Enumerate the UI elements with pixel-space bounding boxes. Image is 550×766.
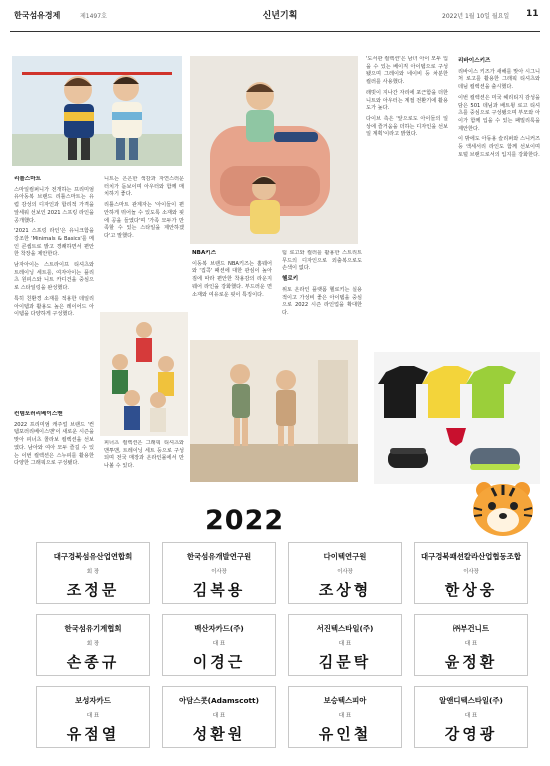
greeting-role: 대 표 bbox=[212, 641, 226, 647]
header-rule bbox=[10, 31, 540, 32]
article-head: 리틀스마트 bbox=[14, 176, 42, 182]
article-paragraph: 리틀스마트 관계자는 '아이들이 편안하게 뛰어놀 수 있도록 소재와 핏에 공을 들였다'며 '가족 모두가 만족할 수 있는 스타일을 제안하겠다'고 말했다. bbox=[104, 202, 184, 239]
photo-kids-chair bbox=[190, 56, 358, 244]
article-column-5 bbox=[366, 56, 448, 352]
section-title: 신년기획 bbox=[262, 11, 298, 21]
photo-kids-group bbox=[100, 312, 188, 436]
article-paragraph: 2022 프리미엄 캐주얼 브랜드 '컨템포러리베이스맨'이 새로운 시즌을 맞아 피너츠 콜라보 컬렉션을 선보였다. 남아와 여아 모두 즐길 수 있는 이번 컬렉션은 스누피를 활용한 다양한 그래픽으로 구성됐다. bbox=[14, 421, 94, 467]
greeting-role: 대 표 bbox=[212, 713, 226, 719]
greeting-role: 이사장 bbox=[463, 569, 479, 575]
greeting-name: 강영광 bbox=[444, 725, 498, 743]
page-header bbox=[10, 0, 542, 32]
greeting-card bbox=[162, 614, 276, 676]
greeting-name: 한상웅 bbox=[444, 581, 498, 599]
article-levis-kids bbox=[458, 56, 540, 352]
greeting-card bbox=[288, 614, 402, 676]
article-paragraph: 이 밖에도 아동용 슬리퍼와 스니커즈 등 액세서리 라인도 함께 선보이며 토털 브랜드로서의 입지를 강화한다. bbox=[458, 136, 540, 158]
article-paragraph: 이번 컬렉션은 미국 헤리티지 감성을 담은 501 데님과 배트윙 로고 티셔츠를 중심으로 구성됐으며 부모와 아이가 함께 입을 수 있는 패밀리룩을 제안한다. bbox=[458, 94, 540, 132]
greeting-role: 이사장 bbox=[211, 569, 227, 575]
article-paragraph: 니트는 은은한 색감과 자연스러운 터치가 돋보이며 아우터와 함께 매치하기 좋다. bbox=[104, 176, 184, 198]
greeting-card bbox=[414, 542, 528, 604]
greeting-role: 대 표 bbox=[86, 713, 100, 719]
greeting-card bbox=[288, 686, 402, 748]
article-head: 리바이스키즈 bbox=[458, 58, 491, 64]
article-head: 헬로키 bbox=[282, 276, 299, 283]
greeting-name: 성환원 bbox=[192, 725, 246, 743]
greetings-grid bbox=[36, 542, 536, 754]
greeting-name: 김복용 bbox=[192, 581, 246, 599]
greeting-org: 보승텍스피아 bbox=[323, 696, 367, 705]
greeting-role: 대 표 bbox=[338, 641, 352, 647]
greeting-name: 이경근 bbox=[192, 653, 246, 671]
greeting-org: 서진텍스타일(주) bbox=[316, 624, 374, 633]
publication-date: 2022년 1월 10일 월요일 bbox=[442, 13, 510, 20]
greeting-org: 보성자카드 bbox=[75, 696, 111, 705]
greeting-name: 조상형 bbox=[318, 581, 372, 599]
article-paragraph: 다이브 측은 '앞으로도 아이들의 일상에 즐거움을 더하는 디자인을 선보일 계획'이라고 밝혔다. bbox=[366, 115, 448, 138]
greeting-org: ㈜부건니트 bbox=[453, 624, 489, 633]
greeting-card bbox=[288, 542, 402, 604]
greeting-name: 조정문 bbox=[66, 581, 120, 599]
article-paragraph: 리바이스 키즈가 새해를 맞아 시그니처 로고를 활용한 그래픽 티셔츠와 데님 컬렉션을 출시했다. bbox=[458, 68, 540, 91]
article-contemporary-baseman bbox=[14, 411, 94, 511]
greeting-role: 이사장 bbox=[337, 569, 353, 575]
article-paragraph: 피너츠 컬렉션은 그래픽 티셔츠와 맨투맨, 트레이닝 세트 등으로 구성되며 전국 매장과 온라인몰에서 만나볼 수 있다. bbox=[104, 440, 184, 470]
photo-levis-products bbox=[374, 352, 540, 484]
greeting-org: 대구경북섬유산업연합회 bbox=[53, 552, 133, 561]
greeting-role: 회 장 bbox=[86, 569, 100, 575]
article-column-2 bbox=[104, 176, 184, 308]
article-paragraph: '2021 스프링 라인'은 유니크함을 강조한 'Minimals & Basics'를 메인 콘셉트로 밝고 경쾌하면서 편안한 착장을 제안한다. bbox=[14, 228, 94, 258]
greeting-card bbox=[162, 686, 276, 748]
greeting-role: 대 표 bbox=[464, 641, 478, 647]
newspaper-name: 한국섬유경제 bbox=[14, 11, 61, 20]
greeting-org: 한국섬유개발연구원 bbox=[186, 552, 252, 561]
article-paragraph: 위토 온라인 플랫폼 헬로키는 실용적이고 가성비 좋은 아이템을 중심으로 2022 시즌 라인업을 확대한다. bbox=[282, 286, 362, 316]
greeting-card bbox=[36, 614, 150, 676]
article-paragraph: 남자아이는 스트라이프 티셔츠와 트레이닝 세트를, 여자아이는 플리츠 원피스와 니트 카디건을 중심으로 스타일링을 완성했다. bbox=[14, 262, 94, 292]
greeting-org: 아담스콧(Adamscott) bbox=[179, 696, 259, 705]
greeting-role: 회 장 bbox=[86, 641, 100, 647]
article-paragraph: 스마일컴퍼니가 전개하는 프리미엄 유아동복 브랜드 리틀스마트는 유럽 감성의 디자인과 합리적 가격을 앞세워 선보인 2021 스프링 라인을 공개했다. bbox=[14, 186, 94, 224]
greeting-name: 손종규 bbox=[66, 653, 120, 671]
article-nba-kids bbox=[192, 250, 272, 338]
article-head: 컨템포러리베이스맨 bbox=[14, 411, 63, 417]
photo-kids-room bbox=[190, 340, 358, 482]
article-head: NBA키즈 bbox=[192, 250, 217, 256]
greeting-name: 윤정환 bbox=[444, 653, 498, 671]
greeting-org: 다이텍연구원 bbox=[323, 552, 367, 561]
article-little-smart bbox=[14, 176, 94, 402]
new-year-title: 2022 bbox=[205, 505, 285, 536]
tiger-illustration bbox=[462, 478, 544, 542]
greeting-card bbox=[414, 686, 528, 748]
greeting-org: 알앤디텍스타일(주) bbox=[439, 696, 503, 705]
article-paragraph: '도서관 컬렉션'은 남녀 아이 모두 입을 수 있는 베이직 아이템으로 구성됐으며 그레이와 네이비 등 차분한 컬러를 사용했다. bbox=[366, 56, 448, 86]
photo-kids-outdoor bbox=[12, 56, 182, 166]
greeting-org: 백산자카드(주) bbox=[194, 624, 244, 633]
greeting-name: 유인철 bbox=[318, 725, 372, 743]
article-hellokey bbox=[282, 250, 362, 338]
issue-number: 제1497호 bbox=[80, 13, 107, 20]
greeting-role: 대 표 bbox=[464, 713, 478, 719]
article-paragraph: 이동복 브랜드 NBA키즈는 홈웨어와 '집콕' 패션에 대한 관심이 높아짐에 따라 편안한 착용감의 라운지웨어 라인을 강화했다. 부드러운 면 소재와 여유로운 핏이 특징이다. bbox=[192, 260, 272, 298]
greeting-card bbox=[36, 686, 150, 748]
article-paragraph: 팀 로고와 컬러를 활용한 스트리트 무드의 디자인으로 외출복으로도 손색이 없다. bbox=[282, 250, 362, 272]
article-paragraph: 래빗이 지나간 자리에 포근함을 더한 니트와 아우터는 계절 전환기에 활용도가 높다. bbox=[366, 89, 448, 112]
article-paragraph: 특히 친환경 소재를 적용한 데일리 아이템과 활용도 높은 레이어드 아이템을 다양하게 구성했다. bbox=[14, 295, 94, 318]
page-number: 11 bbox=[526, 9, 539, 19]
greeting-card bbox=[162, 542, 276, 604]
article-column-2b bbox=[104, 440, 184, 510]
greeting-org: 한국섬유기계협회 bbox=[64, 624, 122, 633]
greeting-role: 대 표 bbox=[338, 713, 352, 719]
greeting-card bbox=[36, 542, 150, 604]
greeting-name: 유점열 bbox=[66, 725, 120, 743]
greeting-org: 대구경북패션칼라산업협동조합 bbox=[421, 552, 521, 561]
greeting-card bbox=[414, 614, 528, 676]
greeting-name: 김문탁 bbox=[318, 653, 372, 671]
